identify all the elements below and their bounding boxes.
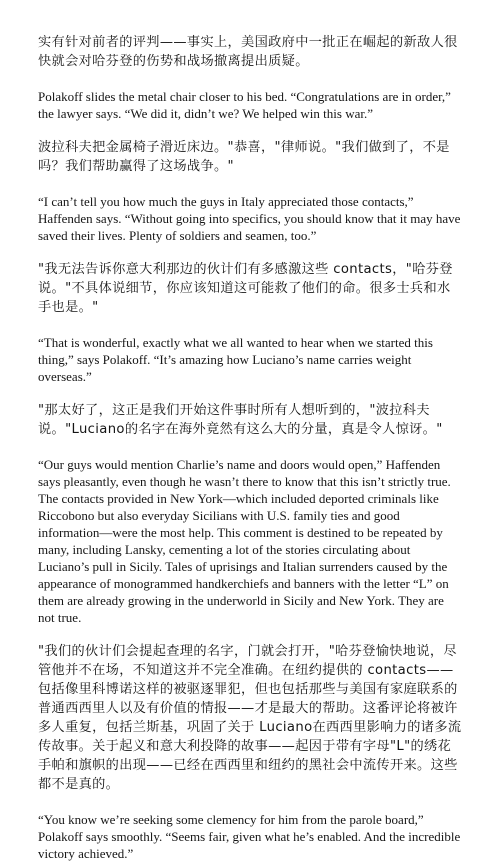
paragraph-en-1: Polakoff slides the metal chair closer to his bed. “Congratulations are in order,” the lawyer says. “We did it, didn’t we? We helped win this war.” — [38, 89, 451, 121]
paragraph-zh-4: "那太好了，这正是我们开始这件事时所有人想听到的，"波拉科夫说。"Luciano的名字在海外竟然有这么大的分量，真是令人惊讶。" — [38, 403, 443, 437]
paragraph-en-2: “I can’t tell you how much the guys in Italy appreciated those contacts,” Haffenden says. “Without going into specifics, you should know that it may have saved their lives. Plenty of soldiers and seamen, too.” — [38, 194, 461, 243]
paragraph-zh-3: "我无法告诉你意大利那边的伙计们有多感激这些 contacts，"哈芬登说。"不具体说细节，你应该知道这可能救了他们的命。很多士兵和水手也是。" — [38, 262, 453, 315]
paragraph-zh-2: 波拉科夫把金属椅子滑近床边。"恭喜，"律师说。"我们做到了，不是吗？我们帮助赢得了这场战争。" — [38, 140, 450, 174]
paragraph-en-4: “Our guys would mention Charlie’s name and doors would open,” Haffenden says pleasantly, even though he wasn’t there to know that this isn’t strictly true. The contacts provided in New York—which included deported criminals like Riccobono but also everyday Sicilians with U.S. family ties and good information—were the most help. This comment is destined to be repeated by many, including Lansky, cementing a lot of the stories circulating about Luciano’s pull in Sicily. Tales of uprisings and Italian surrenders caused by the appearance of monogrammed handkerchiefs and banners with the letter “L” on them are already growing in the underworld in Sicily and New York. They are not true. — [38, 457, 451, 625]
paragraph-zh-5: "我们的伙计们会提起查理的名字，门就会打开，"哈芬登愉快地说，尽管他并不在场，不知道这并不完全准确。在纽约提供的 contacts——包括像里科博诺这样的被驱逐罪犯，但也包括那些与美国有家庭联系的普通西西里人以及有价值的情报——才是最大的帮助。这番评论将被许多人重复，包括兰斯基，巩固了关于 Luciano在西西里影响力的诸多流传故事。关于起义和意大利投降的故事——起因于带有字母"L"的绣花手帕和旗帜的出现——已经在西西里和纽约的黑社会中流传开来。这些都不是真的。 — [38, 644, 462, 792]
paragraph-en-3: “That is wonderful, exactly what we all wanted to hear when we started this thing,” says Polakoff. “It’s amazing how Luciano’s name carries weight overseas.” — [38, 335, 433, 384]
paragraph-en-5: “You know we’re seeking some clemency for him from the parole board,” Polakoff says smoothly. “Seems fair, given what he’s enabled. And the incredible victory achieved.” — [38, 812, 461, 861]
paragraph-zh-1: 实有针对前者的评判——事实上，美国政府中一批正在崛起的新敌人很快就会对哈芬登的伤势和战场撤离提出质疑。 — [38, 35, 458, 69]
